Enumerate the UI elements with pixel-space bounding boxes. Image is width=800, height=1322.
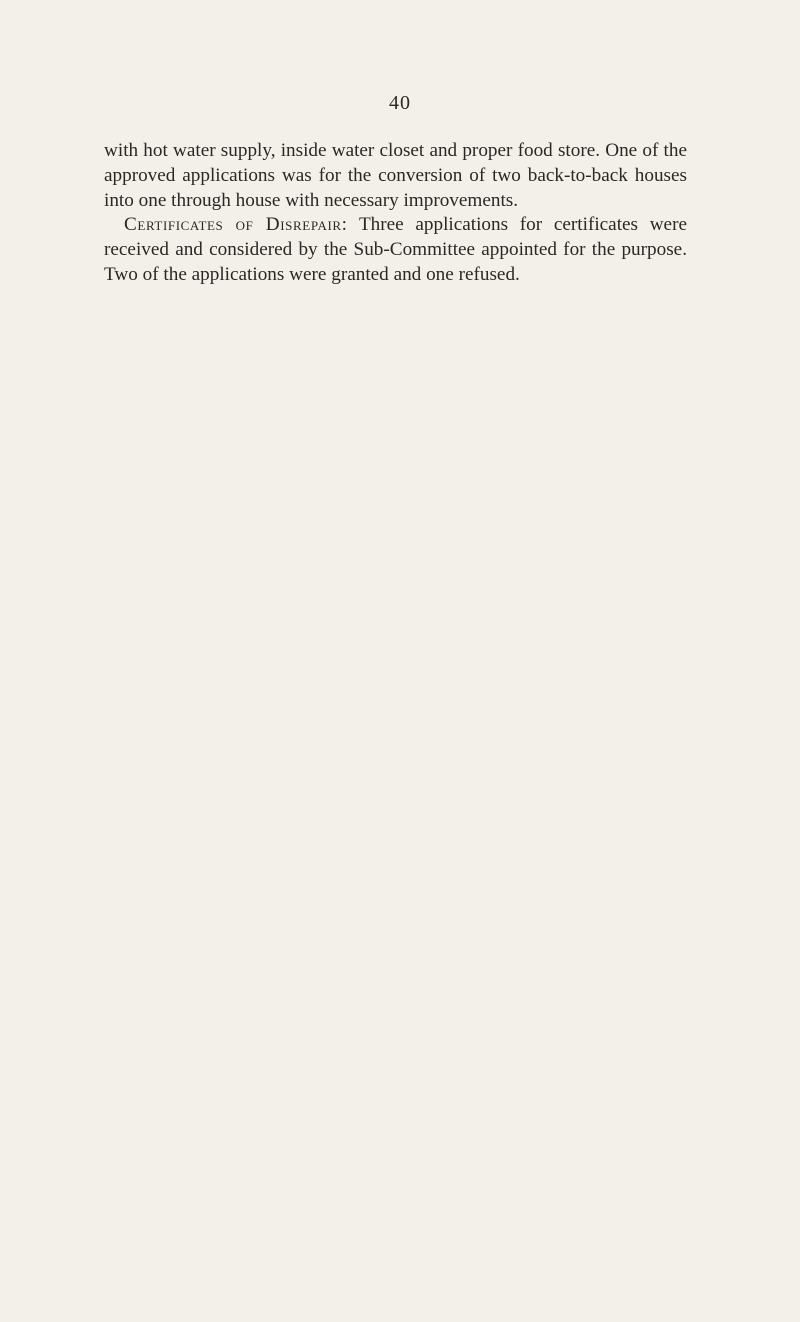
paragraph-certificates xyxy=(104,213,687,287)
body-text xyxy=(104,139,687,288)
page-number: 40 xyxy=(389,92,411,114)
paragraph-certificates-text: Three applications for certificates were received and considered by the Sub-Committee appointed for the purpose. Two of the applications were granted and one refused. xyxy=(104,214,687,285)
paragraph-continued: with hot water supply, inside water closet and proper food store. One of the approved applications was for the conversion of two back-to-back houses into one through house with necessary improvements. xyxy=(104,140,687,211)
section-heading-certificates-of-disrepair: Certificates of Disrepair: xyxy=(124,214,348,236)
